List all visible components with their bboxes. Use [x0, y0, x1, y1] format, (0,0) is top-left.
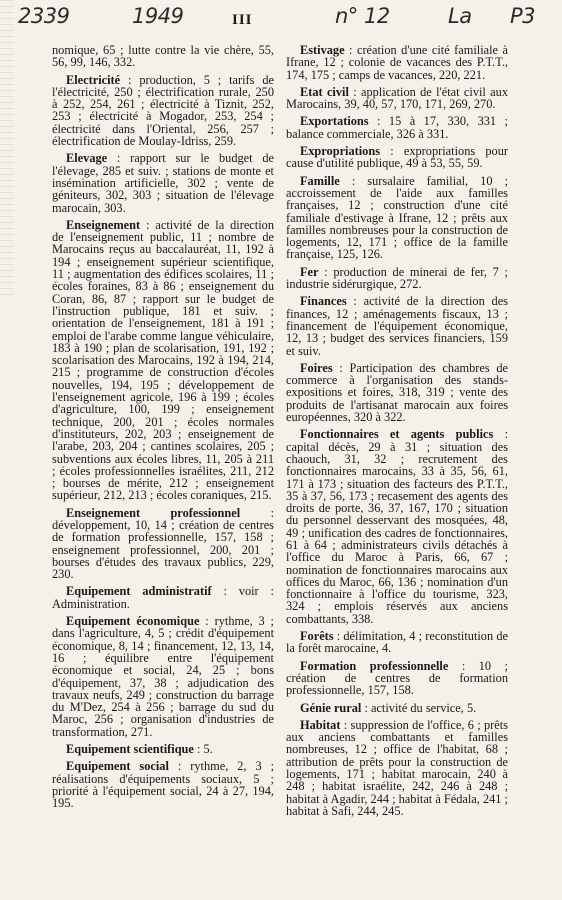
index-term: Elevage: [66, 151, 108, 166]
index-references: : rythme, 3 ; dans l'agriculture, 4, 5 ; crédit d'équipement économique, 8, 14 ; financement, 12, 13, 14, 16 ; équilibre entre l'équipement économique et social, 24, 25 ; bons d'équipement, 37, 38 ; adjudication des travaux neufs, 249 ; construction du barrage du M'Dez, 254 à 256 ; barrage du sud du Maroc, 256 ; organisation d'industries de transformation, 271.: [52, 614, 274, 739]
index-term: Fer: [300, 264, 319, 279]
index-term: Etat civil: [300, 84, 349, 99]
index-entry: [286, 266, 508, 291]
handwritten-note-1: 2339: [18, 4, 70, 28]
index-entry: [286, 145, 508, 170]
index-entry: [286, 175, 508, 261]
index-term: Expropriations: [300, 144, 381, 159]
index-column-right: [286, 44, 508, 822]
index-term: Génie rural: [300, 700, 362, 715]
index-term: Equipement scientifique: [66, 742, 194, 757]
index-references: : développement, 10, 14 ; création de centres de formation professionnelle, 157, 158 ; enseignement professionnel, 200, 201 ; bourses d'études des travaux publics, 229, 230.: [52, 505, 274, 582]
index-references: : rythme, 2, 3 ; réalisations d'équipements sociaux, 5 ; priorité à l'équipement social, 24 à 27, 194, 195.: [52, 759, 274, 811]
index-term: Enseignement: [66, 217, 141, 232]
index-references: : capital décès, 29 à 31 ; situation des chaouch, 31, 32 ; recrutement des fonctionnaires marocains, 33 à 35, 56, 61, 171 à 173 ; situation des facteurs des P.T.T., 35 à 37, 56, 173 ; recasement des agents des droits de porte, 36, 37, 167, 170 ; situation du personnel desservant des mosquées, 48, 49 ; unification des cadres de fonctionnaires, 61 à 64 ; administrateurs civils détachés à l'office du Maroc à Paris, 66, 67 ; nomination de fonctionnaires marocains aux offices du Maroc, 66, 136 ; nomination d'un fonctionnaire à l'office du tourisme, 323, 324 ; emplois réservés aux anciens combattants, 338.: [286, 427, 509, 626]
index-entry: [286, 362, 508, 423]
index-term: Forêts: [300, 629, 334, 644]
handwritten-note-5: P3: [510, 4, 536, 28]
index-references: : activité de la direction des finances, 12 ; aménagements fiscaux, 13 ; financement de l'équipement économique, 12, 13 ; budget des services financiers, 159 et suiv.: [286, 294, 508, 358]
index-entry: [286, 44, 508, 81]
index-term: Formation professionnelle: [300, 658, 449, 673]
index-entry: [286, 630, 508, 655]
index-term: Fonctionnaires et agents publics: [300, 427, 494, 442]
index-entry: [52, 585, 274, 610]
index-term: Habitat: [300, 717, 341, 732]
index-references: : activité de la direction de l'enseignement public, 11 ; nombre de Marocains reçus au baccalauréat, 11, 192 à 194 ; enseignement supérieur scientifique, 11 ; augmentation des édifices scolaires, 11 ; écoles foraines, 83 à 86 ; enseignement du Coran, 86, 87 ; rapport sur le budget de l'instruction publique, 181 et suiv. ; orientation de l'enseignement, 181 à 191 ; emploi de l'arabe comme langue véhiculaire, 183 à 190 ; plan de scolarisation, 191, 192 ; scolarisation des Marocains, 192 à 194, 214, 215 ; programme de construction d'écoles nouvelles, 194, 195 ; développement de l'enseignement agricole, 196 à 199 ; écoles d'agriculture, 100, 199 ; enseignement technique, 200, 201 ; écoles normales d'instituteurs, 202, 203 ; enseignement de l'arabe, 203, 204 ; cantines scolaires, 205 ; subventions aux écoles libres, 11, 205 à 211 ; écoles professionnelles israélites, 211, 212 ; bourses de mérite, 212 ; enseignement supérieur, 212, 213 ; écoles coraniques, 215.: [52, 217, 274, 503]
index-term: Equipement économique: [66, 614, 200, 629]
index-references: : Participation des chambres de commerce à l'organisation des stands-expositions et foires, 318, 319 ; vente des produits de l'artisanat marocain aux foires européennes, 320 à 322.: [286, 360, 508, 425]
index-entry: [286, 86, 508, 111]
index-references: : sursalaire familial, 10 ; accroissement de l'aide aux familles françaises, 12 ; construction d'une cité familiale d'estivage à Ifrane, 12 ; prêts aux familles nombreuses pour la construction de logements, 12, 171 ; office de la famille française, 125, 126.: [286, 173, 508, 262]
index-entry: [286, 428, 508, 625]
index-entry: [286, 660, 508, 697]
handwritten-note-2: 1949: [132, 4, 184, 28]
index-term: Electricité: [66, 72, 121, 87]
index-entry: [52, 44, 274, 69]
margin-stamp-marks: [0, 0, 14, 300]
index-entry: [286, 115, 508, 140]
index-references: : suppression de l'office, 6 ; prêts aux anciens combattants et familles nombreuses, 12 ; office de l'habitat, 68 ; attribution de prêts pour la construction de logements, 171 ; habitat marocain, 240 à 248 ; habitat israélite, 242, 246 à 248 ; habitat à Agadir, 244 ; habitat à Fédala, 241 ; habitat à Safi, 244, 245.: [286, 717, 508, 818]
index-term: Equipement administratif: [66, 584, 212, 599]
index-entry: [52, 507, 274, 581]
index-term: Famille: [300, 173, 340, 188]
index-references: : activité du service, 5.: [361, 700, 477, 715]
index-entry: [286, 702, 508, 714]
index-term: Finances: [300, 294, 347, 309]
index-column-left: [52, 44, 274, 815]
index-references: : expropriations pour cause d'utilité publique, 49 à 53, 55, 59.: [286, 144, 508, 171]
index-references: nomique, 65 ; lutte contre la vie chère, 55, 56, 99, 146, 332.: [52, 43, 274, 70]
index-references: : rapport sur le budget de l'élevage, 285 et suiv. ; stations de monte et insémination artificielle, 302 ; vente de géniteurs, 302, 303 ; situation de l'élevage marocain, 303.: [52, 151, 274, 215]
index-references: : voir : Administration.: [52, 584, 274, 611]
index-entry: [52, 615, 274, 738]
page-number: III: [232, 12, 253, 28]
index-references: : création d'une cité familiale à Ifrane, 12 ; colonie de vacances des P.T.T., 174, 175 ; camps de vacances, 220, 221.: [286, 43, 508, 82]
index-references: : production, 5 ; tarifs de l'électricité, 250 ; électrification rurale, 250 à 252, 254, 261 ; électricité à Tiznit, 252, 253 ; électricité à Mogador, 253, 254 ; électricité dans l'Oriental, 256, 257 ; électrification de Moulay-Idriss, 259.: [52, 72, 274, 149]
index-term: Estivage: [300, 43, 345, 57]
index-entry: [52, 743, 274, 755]
index-entry: [286, 719, 508, 817]
index-entry: [52, 152, 274, 213]
handwritten-note-4: La: [448, 4, 472, 28]
index-references: : 15 à 17, 330, 331 ; balance commerciale, 326 à 331.: [286, 114, 508, 141]
index-references: : production de minerai de fer, 7 ; industrie sidérurgique, 272.: [286, 264, 508, 292]
index-term: Equipement social: [66, 759, 169, 774]
index-entry: [52, 74, 274, 148]
handwritten-note-3: n° 12: [335, 4, 390, 28]
index-references: : 5.: [193, 742, 213, 757]
index-term: Exportations: [300, 114, 369, 129]
index-term: Enseignement professionnel: [66, 505, 241, 520]
index-term: Foires: [300, 360, 333, 375]
index-references: : délimitation, 4 ; reconstitution de la forêt marocaine, 4.: [286, 629, 508, 656]
index-references: : 10 ; création de centres de formation professionnelle, 157, 158.: [286, 658, 508, 698]
index-references: : application de l'état civil aux Marocains, 39, 40, 57, 170, 171, 269, 270.: [286, 84, 508, 112]
index-entry: [52, 760, 274, 809]
index-entry: [52, 219, 274, 502]
index-entry: [286, 295, 508, 356]
